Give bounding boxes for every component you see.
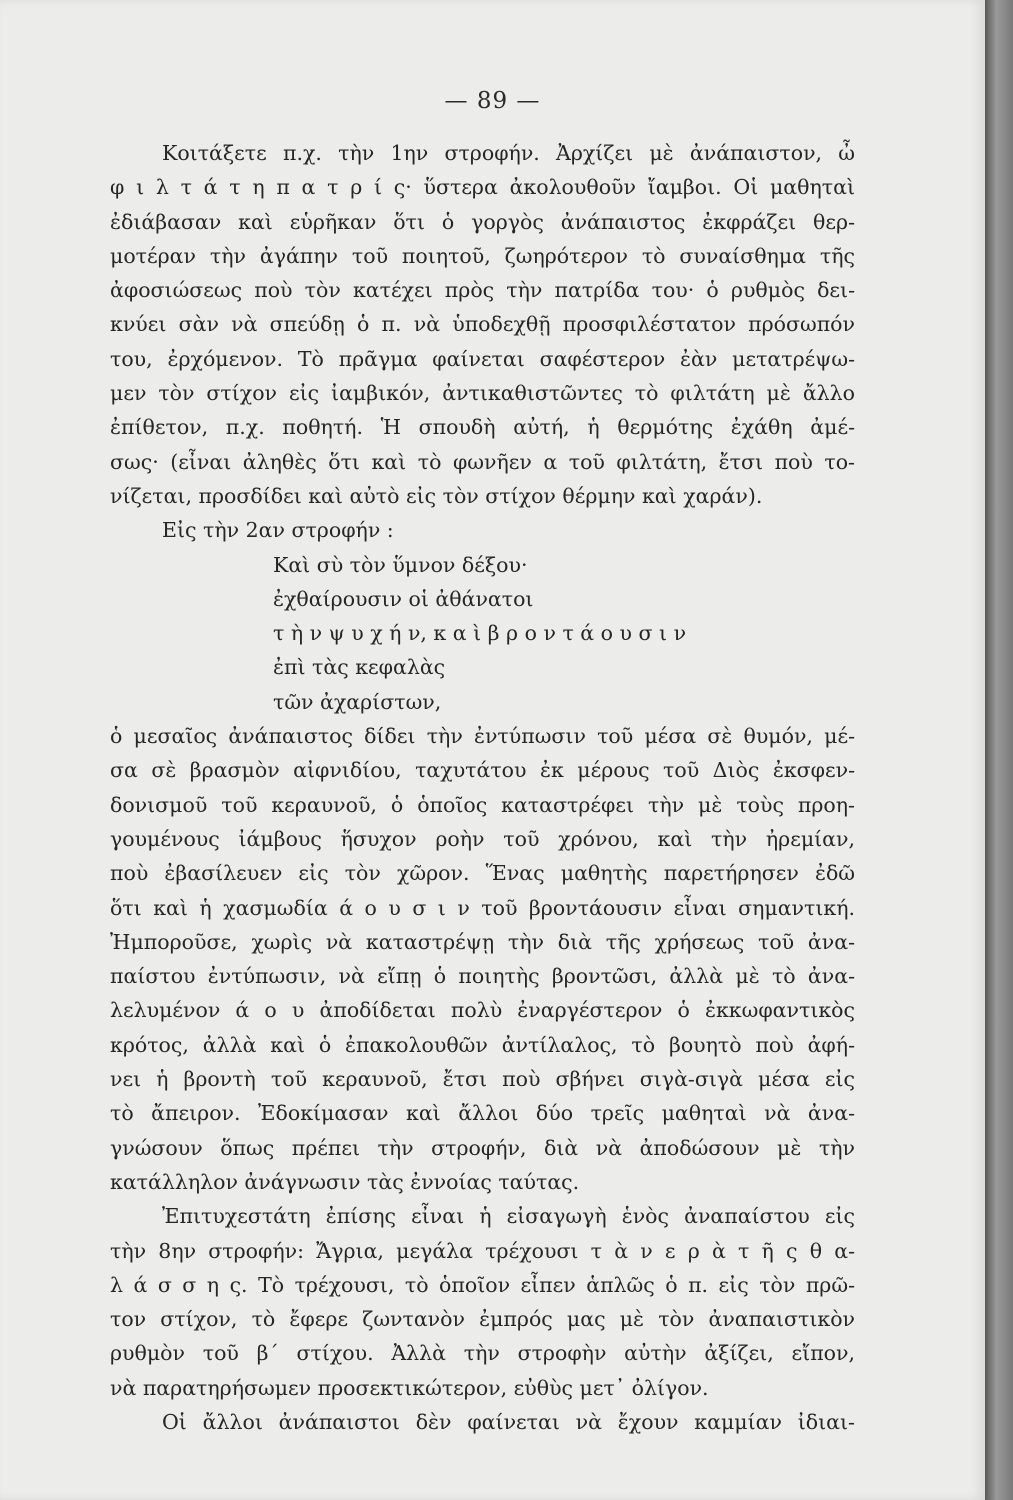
text-line: τὸ ἄπειρον. Ἐδοκίμασαν καὶ ἄλλοι δύο τρεῖς μαθηταὶ νὰ ἀνα- xyxy=(110,1101,855,1126)
text-line: Ἠμποροῦσε, χωρὶς νὰ καταστρέψῃ τὴν διὰ τῆς χρήσεως τοῦ ἀνα- xyxy=(110,929,855,954)
text-line: τὴν 8ην στροφήν: Ἄγρια, μεγάλα τρέχουσι τ ὰ ν ε ρ ὰ τ ῆ ς θ α- xyxy=(110,1238,855,1263)
text-line: Εἰς τὴν 2αν στροφήν : xyxy=(162,518,394,543)
verse-line: ἐπὶ τὰς κεφαλὰς xyxy=(273,655,446,680)
text-line: παίστου ἐντύπωσιν, νὰ εἴπῃ ὁ ποιητὴς βροντῶσι, ἀλλὰ μὲ τὸ ἀνα- xyxy=(110,964,855,989)
text-line: τον στίχον, τὸ ἔφερε ζωντανὸν ἐμπρός μας μὲ τὸν ἀναπαιστικὸν xyxy=(110,1307,855,1332)
body-text xyxy=(110,136,855,1439)
text-line: κνύει σὰν νὰ σπεύδῃ ὁ π. νὰ ὑποδεχθῇ προσφιλέστατον πρόσωπόν xyxy=(110,312,855,337)
text-line: λ ά σ σ η ς. Τὸ τρέχουσι, τὸ ὁποῖον εἶπεν ἁπλῶς ὁ π. εἰς τὸν πρῶ- xyxy=(110,1272,855,1297)
text-line: λελυμένον ά ο υ ἀποδίδεται πολὺ ἐναργέστερον ὁ ἐκκωφαντικὸς xyxy=(110,998,855,1023)
text-line: του, ἐρχόμενον. Τὸ πρᾶγμα φαίνεται σαφέστερον ἐὰν μετατρέψω- xyxy=(110,346,855,371)
text-line: ἀφοσιώσεως ποὺ τὸν κατέχει πρὸς τὴν πατρίδα του· ὁ ρυθμὸς δει- xyxy=(110,278,855,303)
text-line: νὰ παρατηρήσωμεν προσεκτικώτερον, εὐθὺς μετ᾽ ὀλίγον. xyxy=(110,1375,709,1400)
text-line: φ ι λ τ ά τ η π α τ ρ ί ς· ὕστερα ἀκολουθοῦν ἴαμβοι. Οἱ μαθηταὶ xyxy=(110,175,855,200)
page-number: — 89 — xyxy=(444,88,541,114)
text-line: Ἐπιτυχεστάτη ἐπίσης εἶναι ἡ εἰσαγωγὴ ἑνὸς ἀναπαίστου εἰς xyxy=(162,1204,855,1229)
text-line: κατάλληλον ἀνάγνωσιν τὰς ἐννοίας ταύτας. xyxy=(110,1169,580,1194)
text-line: ὁ μεσαῖος ἀνάπαιστος δίδει τὴν ἐντύπωσιν τοῦ μέσα σὲ θυμόν, μέ- xyxy=(110,724,855,749)
text-line: ἐδιάβασαν καὶ εὑρῆκαν ὅτι ὁ γοργὸς ἀνάπαιστος ἐκφράζει θερ- xyxy=(110,209,855,234)
verse-line: ἐχθαίρουσιν οἱ ἀθάνατοι xyxy=(273,586,534,611)
text-line: ποὺ ἐβασίλευεν εἰς τὸν χῶρον. Ἕνας μαθητὴς παρετήρησεν ἐδῶ xyxy=(110,861,855,886)
text-line: Οἱ ἄλλοι ἀνάπαιστοι δὲν φαίνεται νὰ ἔχουν καμμίαν ἰδιαι- xyxy=(162,1409,855,1434)
text-line: Κοιτάξετε π.χ. τὴν 1ην στροφήν. Ἀρχίζει μὲ ἀνάπαιστον, ὦ xyxy=(162,141,855,165)
text-line: ἐπίθετον, π.χ. ποθητή. Ἡ σπουδὴ αὐτή, ἡ θερμότης ἐχάθη ἀμέ- xyxy=(110,415,855,440)
text-line: γουμένους ἰάμβους ἥσυχον ροὴν τοῦ χρόνου, καὶ τὴν ἠρεμίαν, xyxy=(110,826,855,851)
text-line: κρότος, ἀλλὰ καὶ ὁ ἐπακολουθῶν ἀντίλαλος, τὸ βουητὸ ποὺ ἀφή- xyxy=(110,1032,855,1057)
text-line: ὅτι καὶ ἡ χασμωδία ά ο υ σ ι ν τοῦ βροντάουσιν εἶναι σημαντική. xyxy=(110,895,855,920)
text-line: μεν τὸν στίχον εἰς ἰαμβικόν, ἀντικαθιστῶντες τὸ φιλτάτη μὲ ἄλλο xyxy=(110,381,855,406)
verse-line: Καὶ σὺ τὸν ὕμνον δέξου· xyxy=(273,552,528,577)
text-line: νει ἡ βροντὴ τοῦ κεραυνοῦ, ἔτσι ποὺ σβήνει σιγὰ-σιγὰ μέσα εἰς xyxy=(110,1067,855,1092)
text-line: γνώσουν ὅπως πρέπει τὴν στροφήν, διὰ νὰ ἀποδώσουν μὲ τὴν xyxy=(110,1135,855,1160)
scan-edge xyxy=(985,0,1013,1500)
text-line: νίζεται, προσδίδει καὶ αὐτὸ εἰς τὸν στίχον θέρμην καὶ χαράν). xyxy=(110,483,763,508)
text-line: μοτέραν τὴν ἀγάπην τοῦ ποιητοῦ, ζωηρότερον τὸ συναίσθημα τῆς xyxy=(110,243,855,268)
text-line: σα σὲ βρασμὸν αἰφνιδίου, ταχυτάτου ἐκ μέρους τοῦ Διὸς ἐκσφεν- xyxy=(110,758,855,783)
text-line: σως· (εἶναι ἀληθὲς ὅτι καὶ τὸ φωνῆεν α τοῦ φιλτάτη, ἔτσι ποὺ το- xyxy=(110,449,855,474)
verse-line: τῶν ἀχαρίστων, xyxy=(273,689,442,714)
text-line: δονισμοῦ τοῦ κεραυνοῦ, ὁ ὁποῖος καταστρέφει τὴν μὲ τοὺς προη- xyxy=(110,792,855,817)
verse-line: τ ὴ ν ψ υ χ ή ν, κ α ὶ β ρ ο ν τ ά ο υ σ ι ν xyxy=(273,621,687,646)
text-line: ρυθμὸν τοῦ β΄ στίχου. Ἀλλὰ τὴν στροφὴν αὐτὴν ἀξίζει, εἴπον, xyxy=(110,1341,855,1366)
